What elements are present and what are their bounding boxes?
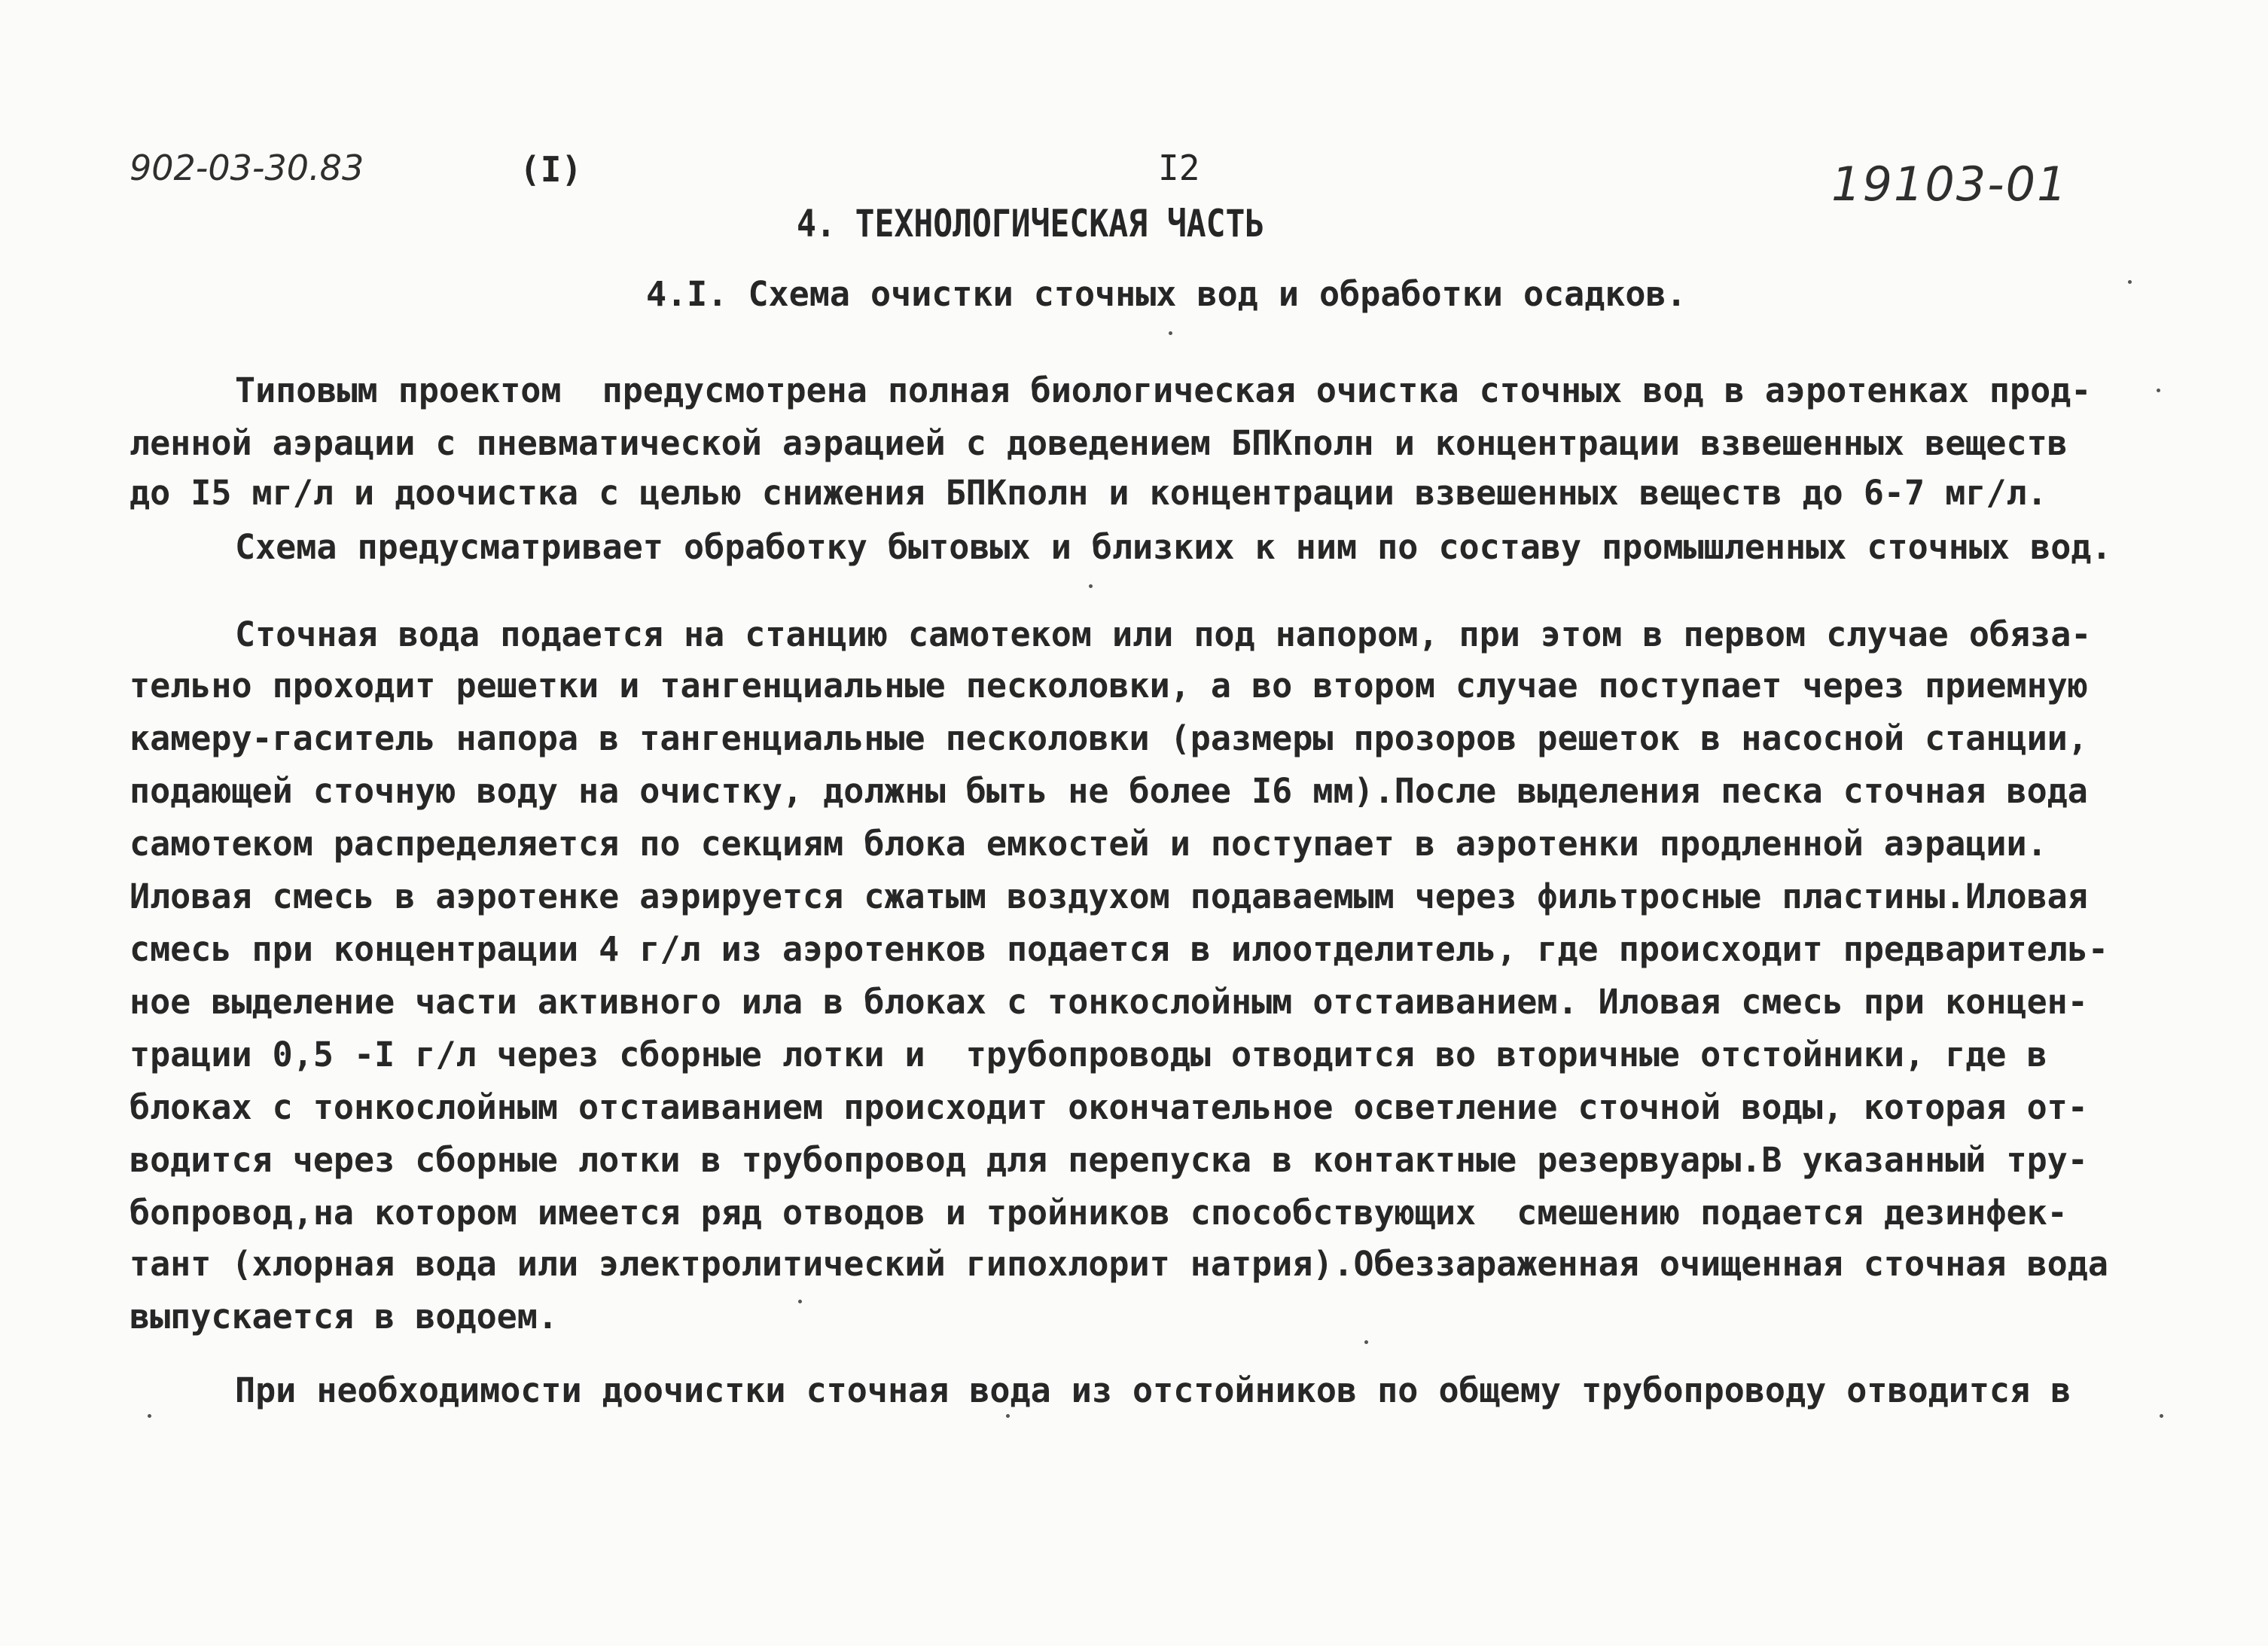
text-line: самотеком распределяется по секциям блока емкостей и поступает в аэротенки продленной аэрации. bbox=[130, 824, 2047, 864]
text-line: бопровод,на котором имеется ряд отводов и тройников способствующих смешению подается дезинфек- bbox=[130, 1193, 2068, 1233]
scan-speck bbox=[798, 1300, 802, 1303]
text-line: тельно проходит решетки и тангенциальные песколовки, а во втором случае поступает через приемную bbox=[130, 666, 2088, 706]
scan-speck bbox=[1169, 331, 1172, 335]
registration-number-handwritten: 19103-01 bbox=[1831, 157, 2068, 212]
scan-speck bbox=[2160, 1414, 2163, 1418]
subsection-title: 4.I. Схема очистки сточных вод и обработки осадков. bbox=[646, 274, 1687, 314]
text-line: подающей сточную воду на очистку, должны быть не более I6 мм).После выделения песка сточная вода bbox=[130, 771, 2088, 811]
text-line: тант (хлорная вода или электролитический гипохлорит натрия).Обеззараженная очищенная сточная вода bbox=[130, 1244, 2108, 1284]
text-line: ленной аэрации с пневматической аэрацией с доведением БПКполн и концентрации взвешенных веществ bbox=[130, 423, 2068, 463]
doc-code-handwritten: 902-03-30.83 bbox=[130, 148, 364, 188]
scan-speck bbox=[2128, 280, 2132, 284]
text-line: водится через сборные лотки в трубопровод для перепуска в контактные резервуары.В указанный тру- bbox=[130, 1140, 2088, 1180]
scan-speck bbox=[1364, 1340, 1368, 1344]
text-line: выпускается в водоем. bbox=[130, 1297, 558, 1337]
text-line: Иловая смесь в аэротенке аэрируется сжатым воздухом подаваемым через фильтросные пластины.Иловая bbox=[130, 876, 2088, 916]
text-line: до I5 мг/л и доочистка с целью снижения БПКполн и концентрации взвешенных веществ до 6-7 мг/л. bbox=[130, 473, 2047, 513]
text-line: трации 0,5 -I г/л через сборные лотки и трубопроводы отводится во вторичные отстойники, где в bbox=[130, 1035, 2047, 1074]
text-line: ное выделение части активного ила в блоках с тонкослойным отстаиванием. Иловая смесь при концен- bbox=[130, 982, 2088, 1022]
text-line: камеру-гаситель напора в тангенциальные песколовки (размеры прозоров решеток в насосной станции, bbox=[130, 718, 2088, 758]
scan-speck bbox=[148, 1414, 151, 1418]
scan-speck bbox=[2157, 389, 2160, 392]
text-line: Схема предусматривает обработку бытовых и близких к ним по составу промышленных сточных вод. bbox=[235, 527, 2112, 567]
page-number: I2 bbox=[1158, 148, 1200, 188]
text-line: При необходимости доочистки сточная вода из отстойников по общему трубопроводу отводится в bbox=[235, 1370, 2071, 1410]
text-line: смесь при концентрации 4 г/л из аэротенков подается в илоотделитель, где происходит предваритель- bbox=[130, 929, 2108, 969]
section-title: 4. ТЕХНОЛОГИЧЕСКАЯ ЧАСТЬ bbox=[797, 202, 1265, 245]
scan-speck bbox=[1089, 584, 1093, 588]
text-line: блоках с тонкослойным отстаиванием происходит окончательное осветление сточной воды, которая от- bbox=[130, 1087, 2088, 1127]
text-line: Сточная вода подается на станцию самотеком или под напором, при этом в первом случае обяза- bbox=[235, 614, 2092, 654]
scan-speck bbox=[1006, 1414, 1010, 1418]
sheet-code: (I) bbox=[520, 149, 583, 190]
text-line: Типовым проектом предусмотрена полная биологическая очистка сточных вод в аэротенках прод- bbox=[235, 370, 2092, 410]
